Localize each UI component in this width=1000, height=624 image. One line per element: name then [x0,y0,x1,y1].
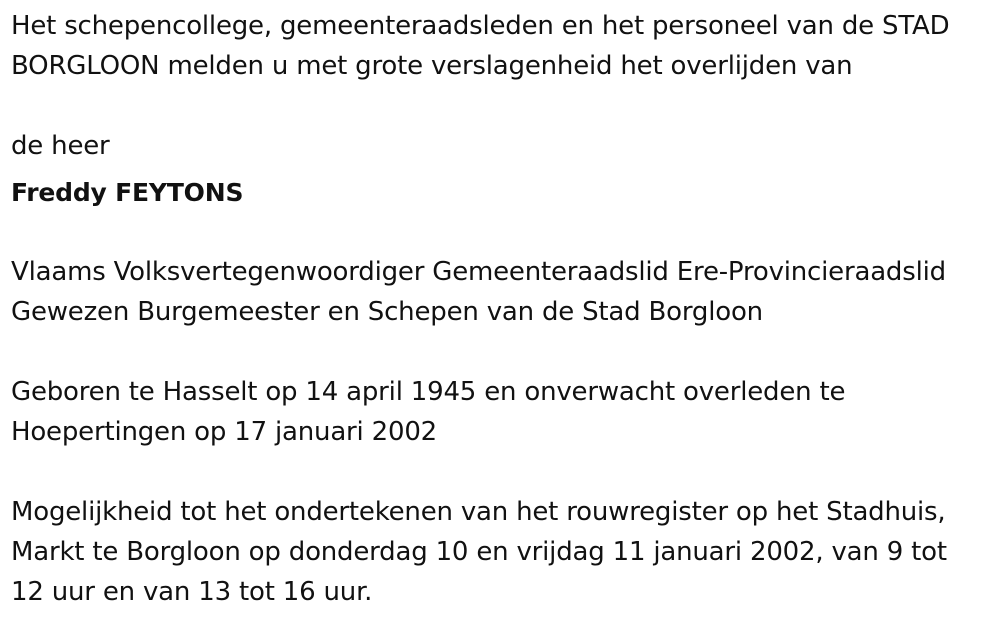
death-notice [11,6,996,612]
titles-line-2: Gewezen Burgemeester en Schepen van de Stad Borgloon [11,297,763,327]
titles-line-1: Vlaams Volksvertegenwoordiger Gemeenteraadslid Ere-Provincieraadslid [11,257,946,287]
birth-death-line-2: Hoepertingen op 17 januari 2002 [11,417,437,447]
intro-paragraph [11,6,996,86]
register-line-2: Markt te Borgloon op donderdag 10 en vrijdag 11 januari 2002, van 9 tot [11,537,947,567]
deceased-name: Freddy FEYTONS [11,178,244,207]
salutation-paragraph [11,126,996,166]
intro-line-1: Het schepencollege, gemeenteraadsleden en het personeel van de STAD [11,11,950,41]
register-line-1: Mogelijkheid tot het ondertekenen van het rouwregister op het Stadhuis, [11,497,946,527]
register-paragraph [11,492,996,612]
birth-death-line-1: Geboren te Hasselt op 14 april 1945 en onverwacht overleden te [11,377,846,407]
register-line-3: 12 uur en van 13 tot 16 uur. [11,577,373,607]
salutation: de heer [11,131,110,161]
name-paragraph [11,174,996,212]
titles-paragraph [11,252,996,332]
intro-line-2: BORGLOON melden u met grote verslagenheid het overlijden van [11,51,853,81]
birth-death-paragraph [11,372,996,452]
